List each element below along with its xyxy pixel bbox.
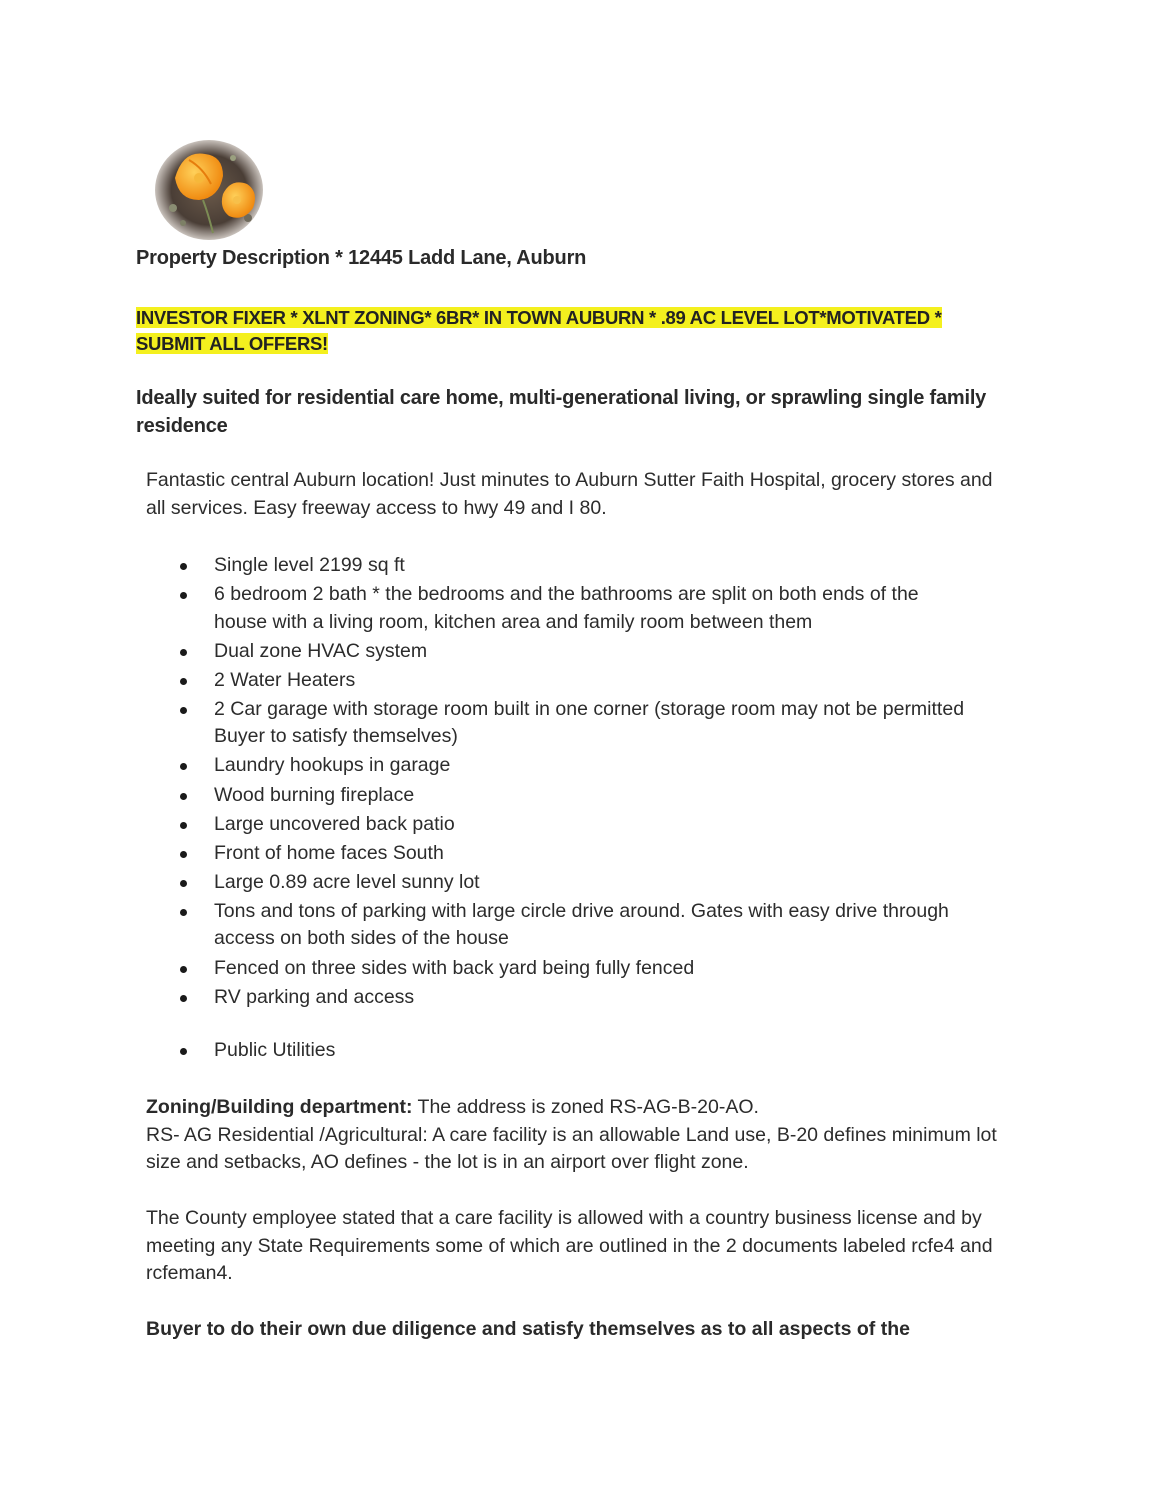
list-item	[146, 984, 976, 1012]
feature-list	[146, 552, 976, 1066]
list-item	[146, 552, 976, 580]
list-item	[146, 898, 976, 953]
list-item-text: Laundry hookups in garage	[214, 754, 451, 777]
list-item-text: Dual zone HVAC system	[214, 639, 428, 662]
county-note: The County employee stated that a care facility is allowed with a country business license and by meeting any State Requirements some of which are outlined in the 2 documents labeled rcfe4 and rcfeman4.	[146, 1207, 993, 1284]
list-item-text: 2 Car garage with storage room built in one corner (storage room may not be permitted Buyer to satisfy themselves)	[214, 697, 965, 748]
list-item	[146, 667, 976, 695]
list-item-text: RV parking and access	[214, 985, 415, 1008]
bullet-icon	[180, 909, 187, 916]
bullet-icon	[180, 563, 187, 570]
zoning-text: The address is zoned RS-AG-B-20-AO.	[417, 1096, 759, 1118]
bullet-icon	[180, 966, 187, 973]
list-item-text: Single level 2199 sq ft	[214, 554, 405, 576]
list-item-text: Large 0.89 acre level sunny lot	[214, 870, 480, 893]
list-item-text: Wood burning fireplace	[214, 783, 415, 806]
list-item	[146, 869, 976, 897]
zoning-section	[146, 1094, 1006, 1177]
subheading: Ideally suited for residential care home, multi-generational living, or sprawling single family residence	[136, 387, 987, 437]
bullet-icon	[180, 822, 187, 829]
list-item-text: Fenced on three sides with back yard being fully fenced	[214, 956, 695, 979]
bullet-icon	[180, 649, 187, 656]
list-item-text: Tons and tons of parking with large circle drive around. Gates with easy drive through access on both sides of the house	[214, 899, 949, 950]
bullet-icon	[180, 763, 187, 770]
california-poppy-logo	[153, 138, 265, 242]
headline-text: INVESTOR FIXER * XLNT ZONING* 6BR* IN TOWN AUBURN * .89 AC LEVEL LOT*MOTIVATED * SUBMIT ALL OFFERS!	[136, 307, 942, 354]
page-title: Property Description * 12445 Ladd Lane, Auburn	[136, 247, 587, 269]
zoning-detail: RS- AG Residential /Agricultural: A care facility is an allowable Land use, B-20 defines minimum lot size and setbacks, AO defines - the lot is in an airport over flight zone.	[146, 1123, 997, 1173]
list-item	[146, 840, 976, 868]
buyer-note: Buyer to do their own due diligence and satisfy themselves as to all aspects of the	[146, 1318, 910, 1340]
intro-paragraph: Fantastic central Auburn location! Just minutes to Auburn Sutter Faith Hospital, grocery stores and all services. Easy freeway access to hwy 49 and I 80.	[146, 469, 993, 519]
bullet-icon	[180, 707, 187, 714]
list-item-text: 6 bedroom 2 bath * the bedrooms and the bathrooms are split on both ends of the house with a living room, kitchen area and family room between them	[214, 583, 919, 633]
highlighted-headline	[136, 305, 996, 357]
list-item	[146, 1037, 976, 1065]
bullet-icon	[180, 592, 187, 599]
list-item	[146, 955, 976, 983]
list-item	[146, 811, 976, 839]
bullet-icon	[180, 880, 187, 887]
bullet-icon	[180, 1048, 187, 1055]
bullet-icon	[180, 995, 187, 1002]
list-item	[146, 782, 976, 810]
bullet-icon	[180, 851, 187, 858]
bullet-icon	[180, 793, 187, 800]
zoning-label: Zoning/Building department:	[146, 1096, 413, 1118]
list-item	[146, 696, 976, 751]
list-item	[146, 752, 976, 780]
list-item	[146, 638, 976, 666]
bullet-icon	[180, 678, 187, 685]
list-item-text: Public Utilities	[214, 1039, 336, 1062]
list-item	[146, 581, 976, 636]
list-item-text: 2 Water Heaters	[214, 668, 356, 691]
list-item-text: Large uncovered back patio	[214, 812, 455, 835]
list-item-text: Front of home faces South	[214, 841, 444, 864]
